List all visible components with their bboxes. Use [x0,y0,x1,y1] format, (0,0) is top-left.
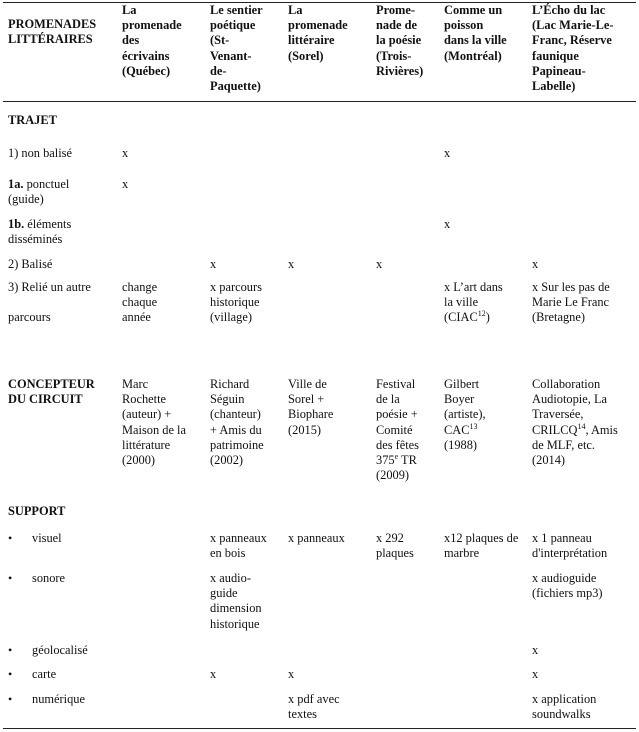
row-label-text: ponctuel (guide) [8,177,70,207]
bullet: • [8,531,13,545]
cell-text: x L’art dans la ville (CIAC [444,280,503,325]
table-cell: Ville de Sorel + Biophare (2015) [288,377,334,437]
footnote-ref: 14 [577,421,586,431]
table-cell: x parcours historique (village) [210,280,262,325]
row-label-geolocalise: géolocalisé [32,643,88,657]
corner-header: PROMENADES LITTÉRAIRES [8,17,97,47]
cell-text: Gilbert Boyer (artiste), CAC [444,377,486,437]
section-heading-trajet: TRAJET [8,113,57,127]
table-cell: Marc Rochette (auteur) + Maison de la littérature (2000) [122,377,187,468]
table-cell: x [444,217,451,231]
row-label-ponctuel [8,177,120,207]
column-header-sorel: La promenade littéraire (Sorel) [288,3,348,63]
table-cell: change chaque année [122,280,158,325]
row-label-carte: carte [32,667,57,681]
footnote-ref: 12 [477,309,486,319]
section-heading-support: SUPPORT [8,504,66,518]
bullet: • [8,667,13,681]
table-cell: x [288,667,295,681]
row-label-non-balise: 1) non balisé [8,146,73,160]
cell-text: , Amis [585,422,618,437]
column-header-quebec: La promenade des écrivains (Québec) [122,3,182,78]
table-cell [376,377,419,483]
cell-text: (1988) [444,437,478,452]
table-cell: x12 plaques de marbre [444,531,519,561]
cell-text: de MLF, etc. (2014) [532,437,596,468]
table-cell [444,377,486,453]
table-cell: x audio- guide dimension historique [210,571,262,631]
table-cell: x [376,257,383,271]
column-header-lac-marie-le-franc: L’Écho du lac (Lac Marie-Le- Franc, Réserve faunique Papineau- Labelle) [532,3,614,94]
table-cell: x [532,643,539,657]
row-label-number: 1a. [8,177,24,191]
table-cell: x panneaux [288,531,345,545]
table-cell: x audioguide (fichiers mp3) [532,571,603,601]
row-label-text: éléments disséminés [8,217,72,247]
cell-text: Collaboration Audiotopie, La Traversée, CRILCQ [532,377,608,437]
ordinal-suffix: e [394,451,399,461]
cell-text: ) [485,310,490,325]
column-header-trois-rivieres: Prome- nade de la poésie (Trois- Rivières) [376,3,424,78]
table-bottom-rule [3,728,636,729]
table-cell: x [210,667,217,681]
table-cell: x [122,146,129,160]
table-cell: x [532,257,539,271]
cell-text: TR (2009) [376,453,417,483]
section-heading-concepteur: CONCEPTEUR DU CIRCUIT [8,377,95,407]
row-label-relie-parcours: 3) Relié un autre parcours [8,280,91,325]
column-header-montreal: Comme un poisson dans la ville (Montréal) [444,3,507,63]
table-cell: x 292 plaques [376,531,414,561]
table-cell: x application soundwalks [532,692,597,722]
table-cell: x pdf avec textes [288,692,340,722]
table-cell: Richard Séguin (chanteur) + Amis du patrimoine (2002) [210,377,264,468]
bullet: • [8,643,13,657]
row-label-balise: 2) Balisé [8,257,53,271]
row-label-number: 1b. [8,217,25,231]
table-cell: x panneaux en bois [210,531,267,561]
table-cell: x [122,177,129,191]
bullet: • [8,692,13,706]
table-cell: x Sur les pas de Marie Le Franc (Bretagne) [532,280,610,325]
row-label-dissemines [8,217,120,247]
table-cell: x [532,667,539,681]
row-label-sonore: sonore [32,571,66,585]
table-cell: x [210,257,217,271]
column-header-st-venant: Le sentier poétique (St- Venant- de- Paquette) [210,3,263,94]
table-cell: x [288,257,295,271]
bullet: • [8,571,13,585]
table-cell [532,377,638,468]
header-bottom-rule [3,101,636,102]
cell-text: Festival de la poésie + Comité des fêtes 375 [376,377,420,468]
row-label-numerique: numérique [32,692,85,706]
table-cell [444,280,503,326]
footnote-ref: 13 [469,421,478,431]
row-label-visuel: visuel [32,531,62,545]
table-cell: x [444,146,451,160]
table-cell: x 1 panneau d'interprétation [532,531,608,561]
